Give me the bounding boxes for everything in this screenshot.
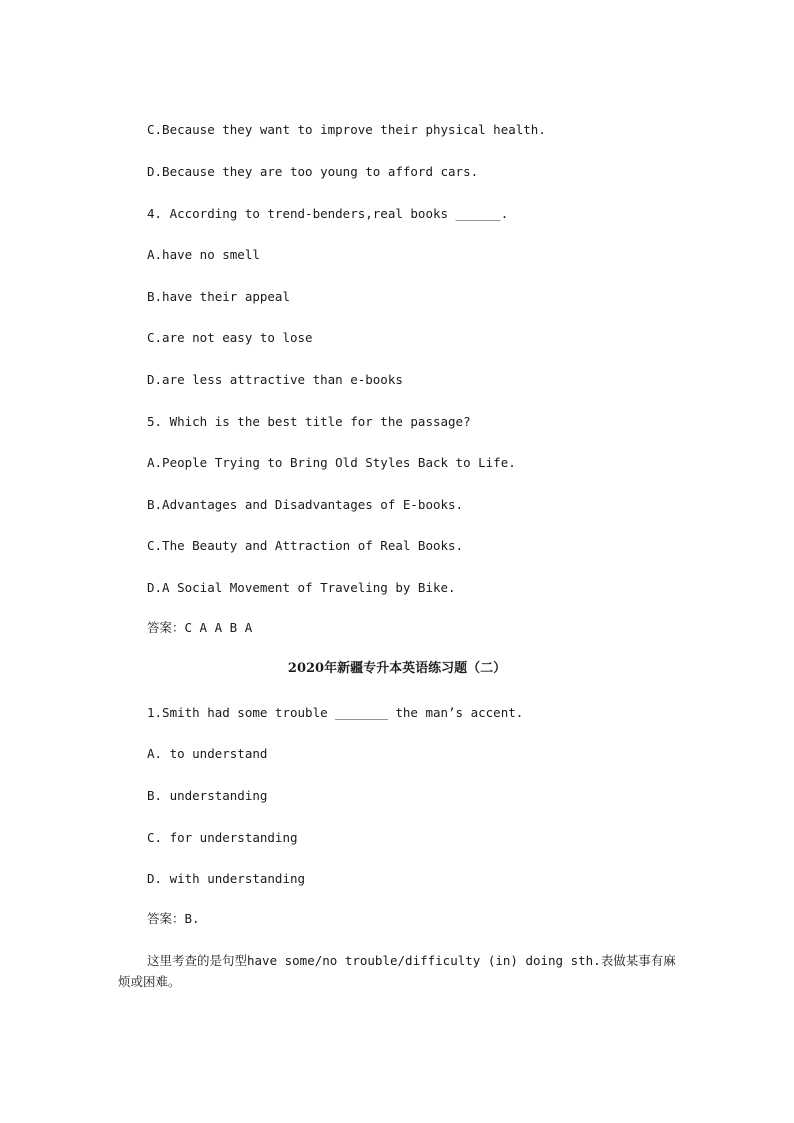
option-3c: C.Because they want to improve their physical health. [147, 122, 546, 137]
option-5d: D.A Social Movement of Traveling by Bike. [147, 580, 456, 595]
option-4a: A.have no smell [147, 247, 260, 262]
option-1c: C. for understanding [147, 830, 298, 845]
question-5: 5. Which is the best title for the passage? [147, 414, 471, 429]
question-4: 4. According to trend-benders,real books ______. [147, 206, 509, 221]
answer-key-2: 答案：B. [147, 911, 200, 926]
option-1b: B. understanding [147, 788, 268, 803]
answer-key-1: 答案：C A A B A [147, 620, 253, 635]
option-1d: D. with understanding [147, 871, 306, 886]
option-4b: B.have their appeal [147, 289, 290, 304]
option-3d: D.Because they are too young to afford cars. [147, 164, 479, 179]
section-heading: 2020年新疆专升本英语练习题（二） [287, 661, 507, 676]
option-5a: A.People Trying to Bring Old Styles Back to Life. [147, 455, 516, 470]
option-4c: C.are not easy to lose [147, 330, 313, 345]
explanation-paragraph: 这里考查的是句型have some/no trouble/difficulty (in) doing sth.表做某事有麻烦或困难。 [118, 953, 676, 989]
option-5b: B.Advantages and Disadvantages of E-books. [147, 497, 464, 512]
option-4d: D.are less attractive than e-books [147, 372, 403, 387]
option-5c: C.The Beauty and Attraction of Real Books. [147, 538, 464, 553]
option-1a: A. to understand [147, 746, 268, 761]
question-1: 1.Smith had some trouble _______ the man’s accent. [147, 705, 524, 720]
